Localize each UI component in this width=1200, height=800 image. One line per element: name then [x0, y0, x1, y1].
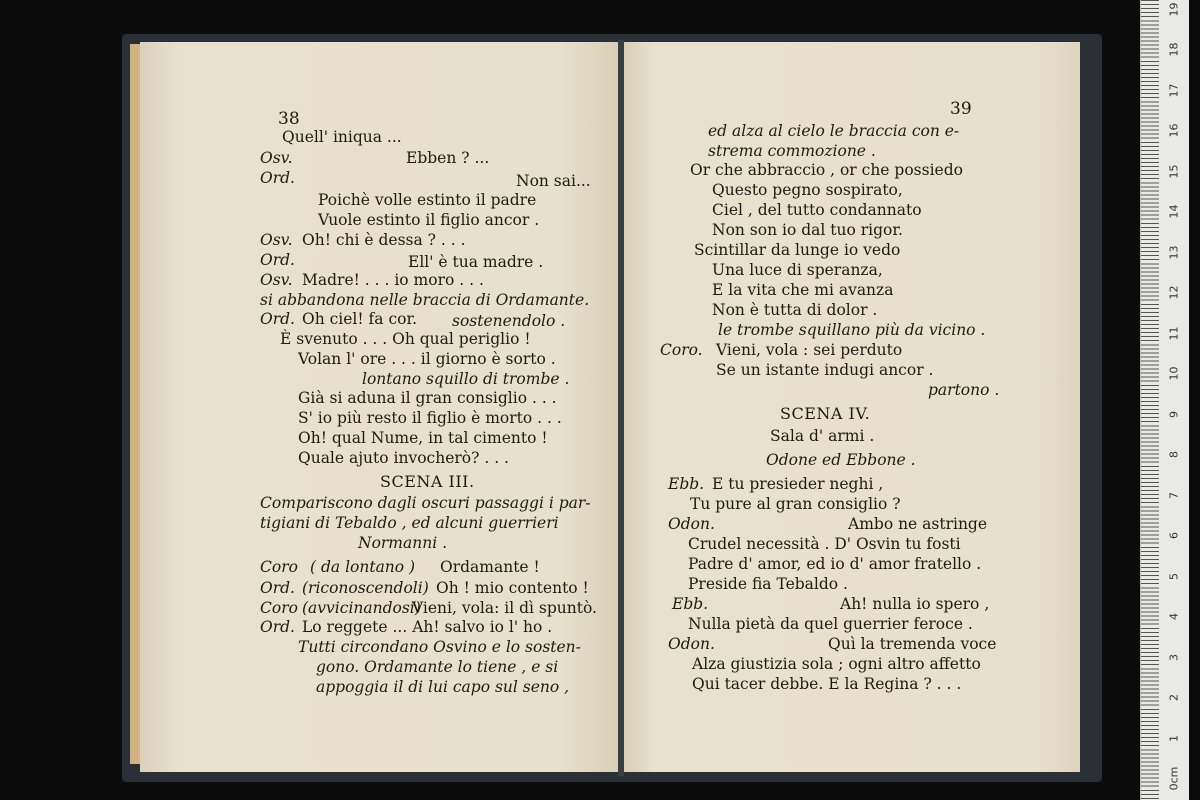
stage-direction: partono .	[928, 381, 1000, 399]
speaker-label: Ebb.	[672, 595, 709, 613]
left-page	[140, 42, 618, 772]
text-line: E la vita che mi avanza	[712, 281, 894, 299]
ruler-label: 8	[1167, 451, 1181, 458]
speaker-label: Osv.	[260, 271, 293, 289]
speaker-label: Odon.	[668, 515, 715, 533]
ruler-label: 16	[1167, 123, 1181, 138]
speaker-label: Coro	[260, 558, 298, 576]
text-line: Ell' è tua madre .	[408, 253, 544, 271]
text-line: Ah! nulla io spero ,	[840, 595, 990, 613]
text-line: Lo reggete ... Ah! salvo io l' ho .	[302, 618, 553, 636]
speaker-label: Ord.	[260, 310, 295, 328]
text-line: Crudel necessità . D' Osvin tu fosti	[688, 535, 961, 553]
ruler-label: 13	[1167, 245, 1181, 259]
speaker-label: Osv.	[260, 149, 293, 167]
ruler-label: 2	[1167, 694, 1181, 701]
ruler-label: 6	[1167, 532, 1181, 539]
stage-direction: Odone ed Ebbone .	[766, 451, 916, 469]
text-line: Ambo ne astringe	[848, 515, 988, 533]
speaker-label: Ord.	[260, 618, 295, 636]
speaker-label: Coro.	[660, 341, 703, 359]
stage-direction: si abbandona nelle braccia di Ordamante.	[260, 291, 590, 309]
speaker-label: Ord.	[260, 251, 295, 269]
text-line: Madre! . . . io moro . . .	[302, 271, 484, 289]
ruler-label: 15	[1167, 164, 1181, 178]
ruler-label: 1	[1167, 734, 1181, 742]
ruler-label: 12	[1167, 285, 1181, 300]
stage-direction: ed alza al cielo le braccia con e-	[708, 122, 960, 140]
text-line: È svenuto . . . Oh qual periglio !	[280, 330, 531, 348]
text-line: Questo pegno sospirato,	[712, 181, 903, 199]
ruler-label: 4	[1167, 613, 1181, 620]
text-line: Alza giustizia sola ; ogni altro affetto	[692, 655, 981, 673]
stage-direction: (riconoscendoli)	[302, 579, 429, 597]
stage-direction: le trombe squillano più da vicino .	[718, 321, 986, 339]
text-line: Non sai...	[516, 172, 591, 190]
ruler-label: 19	[1167, 2, 1181, 16]
speaker-label: Odon.	[668, 635, 715, 653]
page-number: 38	[278, 109, 300, 129]
ruler-label: 3	[1167, 653, 1181, 661]
ruler-label: 10	[1167, 366, 1181, 381]
ruler-label: 5	[1167, 572, 1181, 580]
text-line: Una luce di speranza,	[712, 261, 883, 279]
ruler-label: 18	[1167, 42, 1181, 57]
stage-direction: strema commozione .	[708, 142, 876, 160]
speaker-label: Ebb.	[668, 475, 705, 493]
text-line: Ebben ? ...	[406, 149, 490, 167]
text-line: Oh ciel! fa cor.	[302, 310, 418, 328]
text-line: Vuole estinto il figlio ancor .	[318, 211, 540, 229]
open-book	[122, 34, 1102, 782]
text-line: Volan l' ore . . . il giorno è sorto .	[298, 350, 556, 368]
text-line: Tu pure al gran consiglio ?	[690, 495, 901, 513]
scene-heading: SCENA III.	[380, 472, 475, 491]
stage-direction: Compariscono dagli oscuri passaggi i par-	[260, 494, 591, 512]
scene-heading: SCENA IV.	[780, 404, 871, 423]
text-line: Oh! chi è dessa ? . . .	[302, 231, 466, 249]
speaker-label: Ord.	[260, 169, 295, 187]
measurement-ruler	[1140, 0, 1189, 800]
stage-direction: Normanni .	[358, 534, 448, 552]
text-line: Qui tacer debbe. E la Regina ? . . .	[692, 675, 962, 693]
page-number: 39	[950, 99, 972, 119]
ruler-label: 17	[1167, 83, 1181, 97]
text-line: Se un istante indugi ancor .	[716, 361, 934, 379]
ruler-label: 7	[1167, 491, 1181, 499]
text-line: Oh! qual Nume, in tal cimento !	[298, 429, 548, 447]
text-line: S' io più resto il figlio è morto . . .	[298, 409, 562, 427]
text-line: Vieni, vola: il dì spuntò.	[412, 599, 597, 617]
text-line: E tu presieder neghi ,	[712, 475, 884, 493]
speaker-label: Coro	[260, 599, 298, 617]
text-line: Oh ! mio contento !	[436, 579, 589, 597]
text-line: Quale ajuto invocherò? . . .	[298, 449, 509, 467]
text-line: Quì la tremenda voce	[828, 635, 997, 653]
stage-direction: gono. Ordamante lo tiene , e si	[316, 658, 559, 676]
text-line: Scintillar da lunge io vedo	[694, 241, 901, 259]
text-line: Or che abbraccio , or che possiedo	[690, 161, 963, 179]
stage-direction: lontano squillo di trombe .	[362, 370, 570, 388]
text-line: Non son io dal tuo rigor.	[712, 221, 903, 239]
ruler-label: 14	[1167, 204, 1181, 219]
text-line: Quell' iniqua ...	[282, 128, 402, 146]
ruler-label: 0cm	[1167, 766, 1181, 791]
text-line: Vieni, vola : sei perduto	[716, 341, 903, 359]
speaker-label: Osv.	[260, 231, 293, 249]
ruler-label: 11	[1167, 326, 1181, 340]
stage-direction: ( da lontano )	[310, 558, 416, 576]
right-page	[624, 42, 1080, 772]
text-line: Padre d' amor, ed io d' amor fratello .	[688, 555, 982, 573]
text-line: Ciel , del tutto condannato	[712, 201, 922, 219]
ruler-ticks	[1141, 0, 1159, 800]
stage-direction: (avvicinandosi)	[302, 599, 421, 617]
ruler-label: 9	[1167, 410, 1181, 418]
stage-direction: Tutti circondano Osvino e lo sosten-	[298, 638, 581, 656]
text-line: Non è tutta di dolor .	[712, 301, 878, 319]
stage-direction: sostenendolo .	[452, 312, 566, 330]
stage-direction: appoggia il di lui capo sul seno ,	[316, 678, 570, 696]
text-line: Nulla pietà da quel guerrier feroce .	[688, 615, 973, 633]
text-line: Poichè volle estinto il padre	[318, 191, 537, 209]
text-line: Sala d' armi .	[770, 427, 875, 445]
stage-direction: tigiani di Tebaldo , ed alcuni guerrieri	[260, 514, 559, 532]
speaker-label: Ord.	[260, 579, 295, 597]
text-line: Già si aduna il gran consiglio . . .	[298, 389, 557, 407]
text-line: Preside fia Tebaldo .	[688, 575, 848, 593]
text-line: Ordamante !	[440, 558, 540, 576]
